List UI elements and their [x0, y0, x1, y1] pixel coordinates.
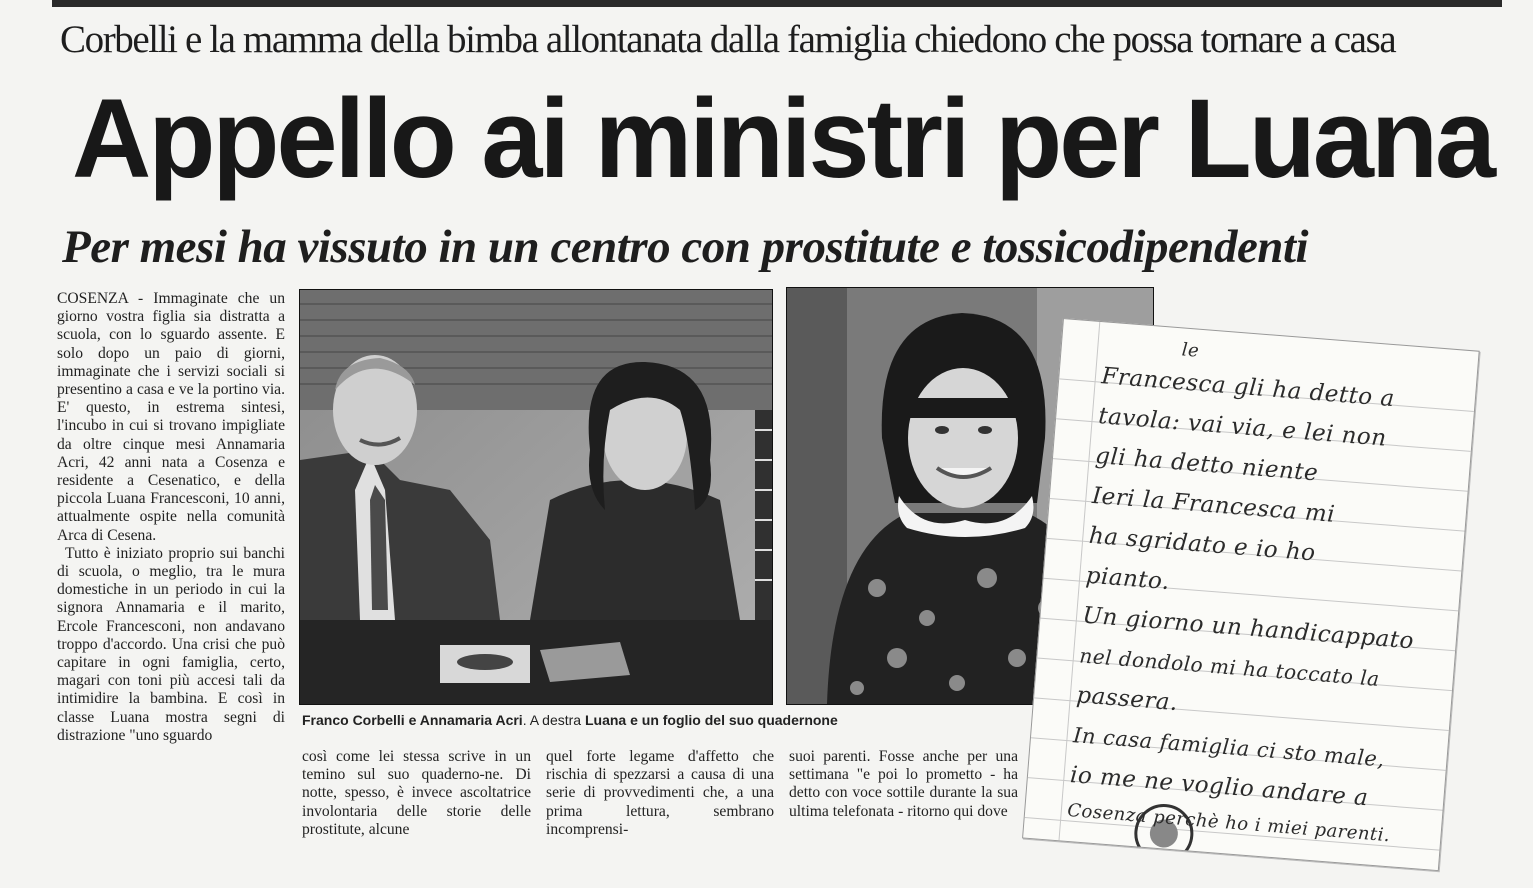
caption-text: . A destra	[522, 712, 585, 728]
subheadline: Per mesi ha vissuto in un centro con prostitute e tossicodipendenti	[62, 221, 1309, 273]
notebook-line: Cosenza perchè ho i miei parenti.	[1066, 799, 1391, 847]
article-column-3: quel forte legame d'affetto che rischia di spezzarsi a causa di una serie di provvedimenti che, a una prima lettura, sembrano incomprensi-	[546, 748, 774, 838]
article-paragraph: COSENZA - Immaginate che un giorno vostra figlia sia distratta a scuola, con lo sguardo assente. E solo dopo un paio di giorni, immaginate che i servizi sociali si presentino a casa e ve la portino via. E' questo, in estrema sintesi, l'incubo in cui si trovano impigliate da oltre cinque mesi Annamaria Acri, 42 anni nata a Cosenza e residente a Cesenatico, e della piccola Luana Francesconi, 10 anni, attualmente ospite nella comunità Arca di Cesena.	[57, 290, 285, 544]
top-rule	[52, 0, 1502, 7]
photo-corbelli-acri-image	[300, 290, 772, 704]
photo-caption	[302, 709, 1022, 731]
notebook-correction: le	[1181, 339, 1201, 362]
notebook-line: tavola: vai via, e lei non	[1097, 403, 1388, 452]
notebook-line: In casa famiglia ci sto male,	[1072, 723, 1386, 772]
photo-corbelli-acri	[299, 289, 773, 705]
notebook-line: Francesca gli ha detto a	[1100, 363, 1396, 413]
notebook-line: io me ne voglio andare a	[1069, 762, 1370, 812]
notebook-line: pianto.	[1084, 562, 1171, 596]
article-column-4: suoi parenti. Fosse anche per una settimana "e poi lo prometto - ha detto con voce sottile durante la sua ultima telefonata - ritorno qui dove	[789, 748, 1018, 820]
notebook-line: Ieri la Francesca mi	[1091, 482, 1336, 528]
headline: Appello ai ministri per Luana	[72, 76, 1494, 201]
notebook-line: nel dondolo mi ha toccato la	[1078, 643, 1381, 691]
caption-bold-2: Luana e un foglio del suo quadernone	[584, 712, 838, 728]
notebook-line: gli ha detto niente	[1094, 442, 1320, 487]
kicker: Corbelli e la mamma della bimba allontanata dalla famiglia chiedono che possa tornare a casa	[60, 18, 1396, 61]
article-column-2: così come lei stessa scrive in un temino sul suo quaderno-ne. Di notte, spesso, è invece ascoltatrice involontaria delle storie delle prostitute, alcune	[302, 748, 531, 838]
notebook-line: passera.	[1075, 682, 1179, 717]
caption-bold-1: Franco Corbelli e Annamaria Acri	[302, 712, 523, 728]
notebook-line: Un giorno un handicappato	[1081, 602, 1415, 655]
notebook-line: ha sgridato e io ho	[1087, 522, 1317, 567]
article-column-1	[57, 290, 285, 842]
article-paragraph: Tutto è iniziato proprio sui banchi di scuola, o meglio, tra le mura domestiche in un periodo in cui la signora Annamaria e il marito, Ercole Francesconi, non andavano troppo d'accordo. Una crisi che può capitare in ogni famiglia, certo, magari con toni più accesi tali da intimidire la bambina. E così in classe Luana mostra segni di distrazione "uno sguardo	[57, 544, 285, 744]
notebook-page	[1022, 318, 1480, 871]
